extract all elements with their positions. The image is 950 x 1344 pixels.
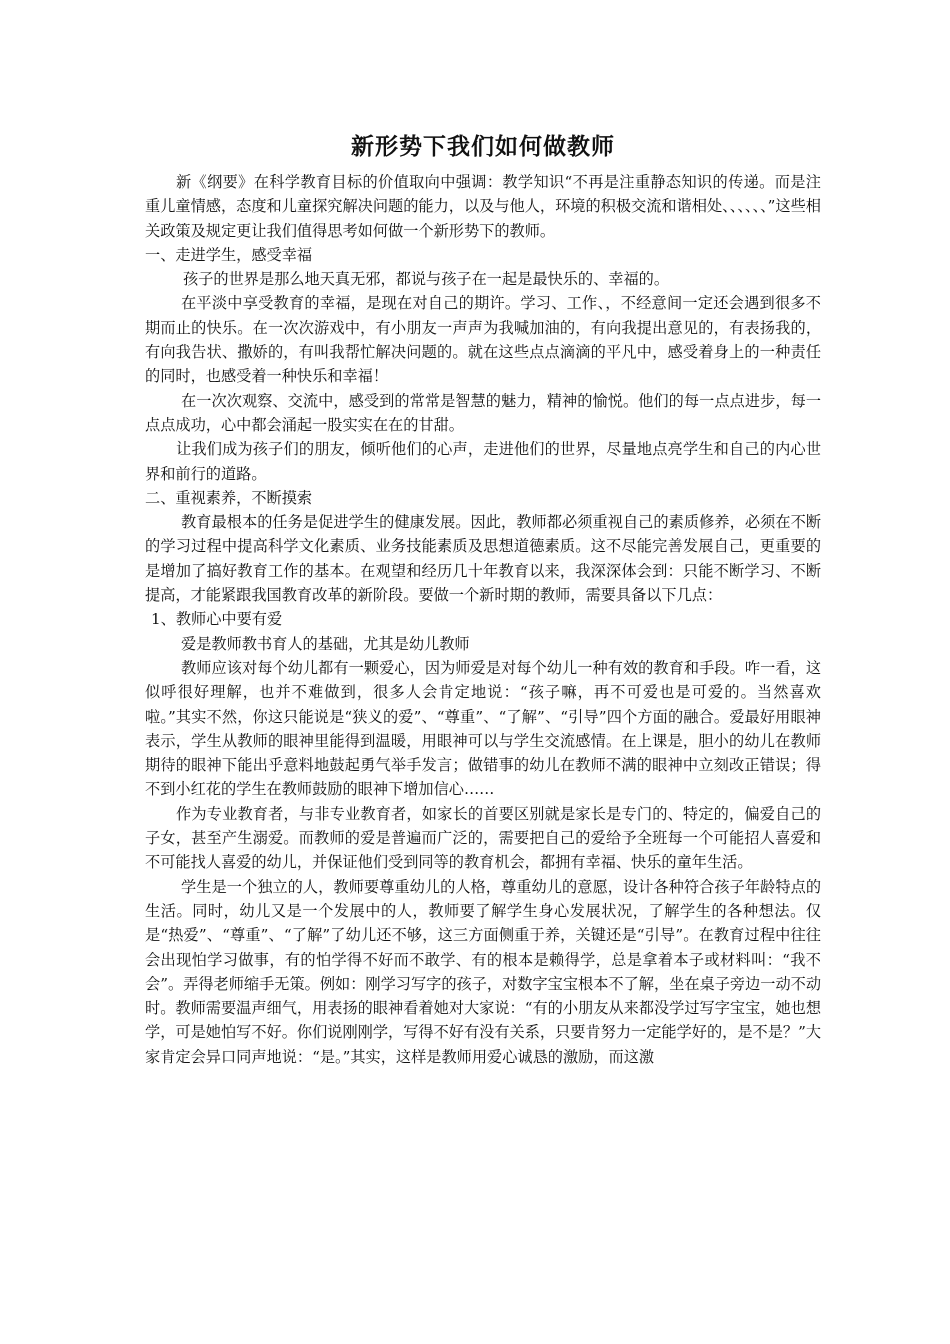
paragraph: 教师应该对每个幼儿都有一颗爱心，因为师爱是对每个幼儿一种有效的教育和手段。咋一看，这似呼很好理解，也并不难做到，很多人会肯定地说：“孩子嘛，再不可爱也是可爱的。当然喜欢啦。”其实不然，你这只能说是“狭义的爱”、“尊重”、“了解”、“引导”四个方面的融合。爱最好用眼神表示，学生从教师的眼神里能得到温暖，用眼神可以与学生交流感情。在上课是，胆小的幼儿在教师期待的眼神下能出乎意料地鼓起勇气举手发言；做错事的幼儿在教师不满的眼神中立刻改正错误；得不到小红花的学生在教师鼓励的眼神下增加信心……	[145, 658, 821, 799]
subsection-heading: 1、教师心中要有爱	[151, 610, 283, 629]
paragraph: 在一次次观察、交流中，感受到的常常是智慧的魅力，精神的愉悦。他们的每一点点进步，每一点点成功，心中都会涌起一股实实在在的甘甜。	[145, 391, 821, 434]
paragraph: 在平淡中享受教育的幸福，是现在对自己的期许。学习、工作、，不经意间一定还会遇到很多不期而止的快乐。在一次次游戏中，有小朋友一声声为我喊加油的，有向我提出意见的，有表扬我的，有向我告状、撒娇的，有叫我帮忙解决问题的。就在这些点点滴滴的平凡中，感受着身上的一种责任的同时，也感受着一种快乐和幸福！	[145, 294, 821, 386]
document-page	[145, 130, 821, 1069]
document-title: 新形势下我们如何做教师	[351, 134, 615, 160]
section-heading: 二、重视素养，不断摸索	[145, 488, 313, 507]
paragraph: 孩子的世界是那么地天真无邪，都说与孩子在一起是最快乐的、幸福的。	[183, 270, 669, 289]
paragraph: 教育最根本的任务是促进学生的健康发展。因此，教师都必须重视自己的素质修养，必须在不断的学习过程中提高科学文化素质、业务技能素质及思想道德素质。这不尽能完善发展自己，更重要的是增加了搞好教育工作的基本。在观望和经历几十年教育以来，我深深体会到：只能不断学习、不断提高，才能紧跟我国教育改革的新阶段。要做一个新时期的教师，需要具备以下几点：	[145, 513, 821, 605]
document-body	[145, 170, 821, 1069]
paragraph: 爱是教师教书育人的基础，尤其是幼儿教师	[181, 634, 470, 653]
paragraph: 学生是一个独立的人，教师要尊重幼儿的人格，尊重幼儿的意愿，设计各种符合孩子年龄特点的生活。同时，幼儿又是一个发展中的人，教师要了解学生身心发展状况，了解学生的各种想法。仅是“热爱”、“尊重”、“了解”了幼儿还不够，这三方面侧重于养，关键还是“引导”。在教育过程中往往会出现怕学习做事，有的怕学得不好而不敢学、有的根本是赖得学，总是拿着本子或材料叫：“我不会”。弄得老师缩手无策。例如：刚学习写字的孩子，对数字宝宝根本不了解，坐在桌子旁边一动不动时。教师需要温声细气，用表扬的眼神看着她对大家说：“有的小朋友从来都没学过写字宝宝，她也想学，可是她怕写不好。你们说刚刚学，写得不好有没有关系，只要肯努力一定能学好的，是不是？”大家肯定会异口同声地说：“是。”其实，这样是教师用爱心诚恳的激励，而这激	[145, 877, 822, 1066]
paragraph: 新《纲要》在科学教育目标的价值取向中强调：教学知识“不再是注重静态知识的传递。而是注重儿童情感，态度和儿童探究解决问题的能力，以及与他人，环境的积极交流和谐相处、、、、、、”这些相关政策及规定更让我们值得思考如何做一个新形势下的教师。	[145, 173, 821, 240]
paragraph: 作为专业教育者，与非专业教育者，如家长的首要区别就是家长是专门的、特定的，偏爱自己的子女，甚至产生溺爱。而教师的爱是普遍而广泛的，需要把自己的爱给予全班每一个可能招人喜爱和不可能找人喜爱的幼儿，并保证他们受到同等的教育机会，都拥有幸福、快乐的童年生活。	[145, 804, 821, 872]
section-heading: 一、走进学生，感受幸福	[145, 245, 313, 264]
paragraph: 让我们成为孩子们的朋友，倾听他们的心声，走进他们的世界，尽量地点亮学生和自己的内心世界和前行的道路。	[145, 440, 821, 483]
